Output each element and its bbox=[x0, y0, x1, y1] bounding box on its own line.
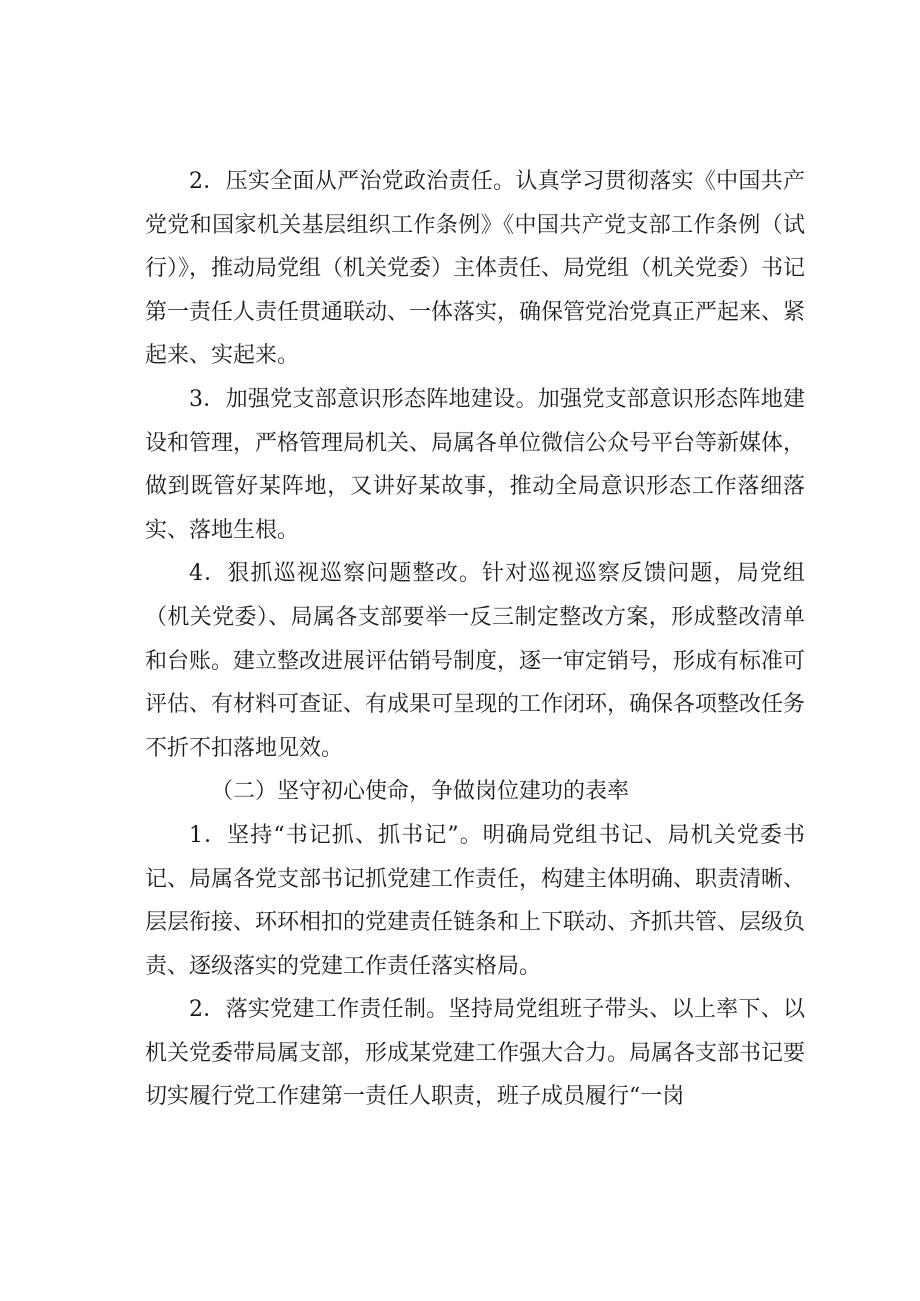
section-heading: （二）坚守初心使命，争做岗位建功的表率 bbox=[211, 779, 630, 805]
paragraph-3-ideology-position: 3．加强党支部意识形态阵地建设。加强党支部意识形态阵地建设和管理，严格管理局机关、局属各单位微信公众号平台等新媒体，做到既管好某阵地，又讲好某故事，推动全局意识形态工作落细落实、落地生根。 bbox=[145, 386, 806, 543]
paragraph-2-responsibility-system: 2．落实党建工作责任制。坚持局党组班子带头、以上率下、以机关党委带局属支部，形成某党建工作强大合力。局属各支部书记要切实履行党工作建第一责任人职责，班子成员履行“一岗 bbox=[145, 997, 806, 1110]
document-body bbox=[145, 160, 805, 1119]
paragraph-2-party-governance: 2．压实全面从严治党政治责任。认真学习贯彻落实《中国共产党党和国家机关基层组织工作条例》《中国共产党支部工作条例（试行）》，推动局党组（机关党委）主体责任、局党组（机关党委）书记第一责任人责任贯通联动、一体落实，确保管党治党真正严起来、紧起来、实起来。 bbox=[145, 169, 806, 369]
paragraph-1-secretary-responsibility: 1．坚持“书记抓、抓书记”。明确局党组书记、局机关党委书记、局属各党支部书记抓党建工作责任，构建主体明确、职责清晰、层层衔接、环环相扣的党建责任链条和上下联动、齐抓共管、层级负责、逐级落实的党建工作责任落实格局。 bbox=[145, 822, 806, 979]
paragraph-4-inspection-rectification: 4．狠抓巡视巡察问题整改。针对巡视巡察反馈问题，局党组（机关党委）、局属各支部要举一反三制定整改方案，形成整改清单和台账。建立整改进展评估销号制度，逐一审定销号，形成有标准可评估、有材料可查证、有成果可呈现的工作闭环，确保各项整改任务不折不扣落地见效。 bbox=[145, 561, 806, 761]
